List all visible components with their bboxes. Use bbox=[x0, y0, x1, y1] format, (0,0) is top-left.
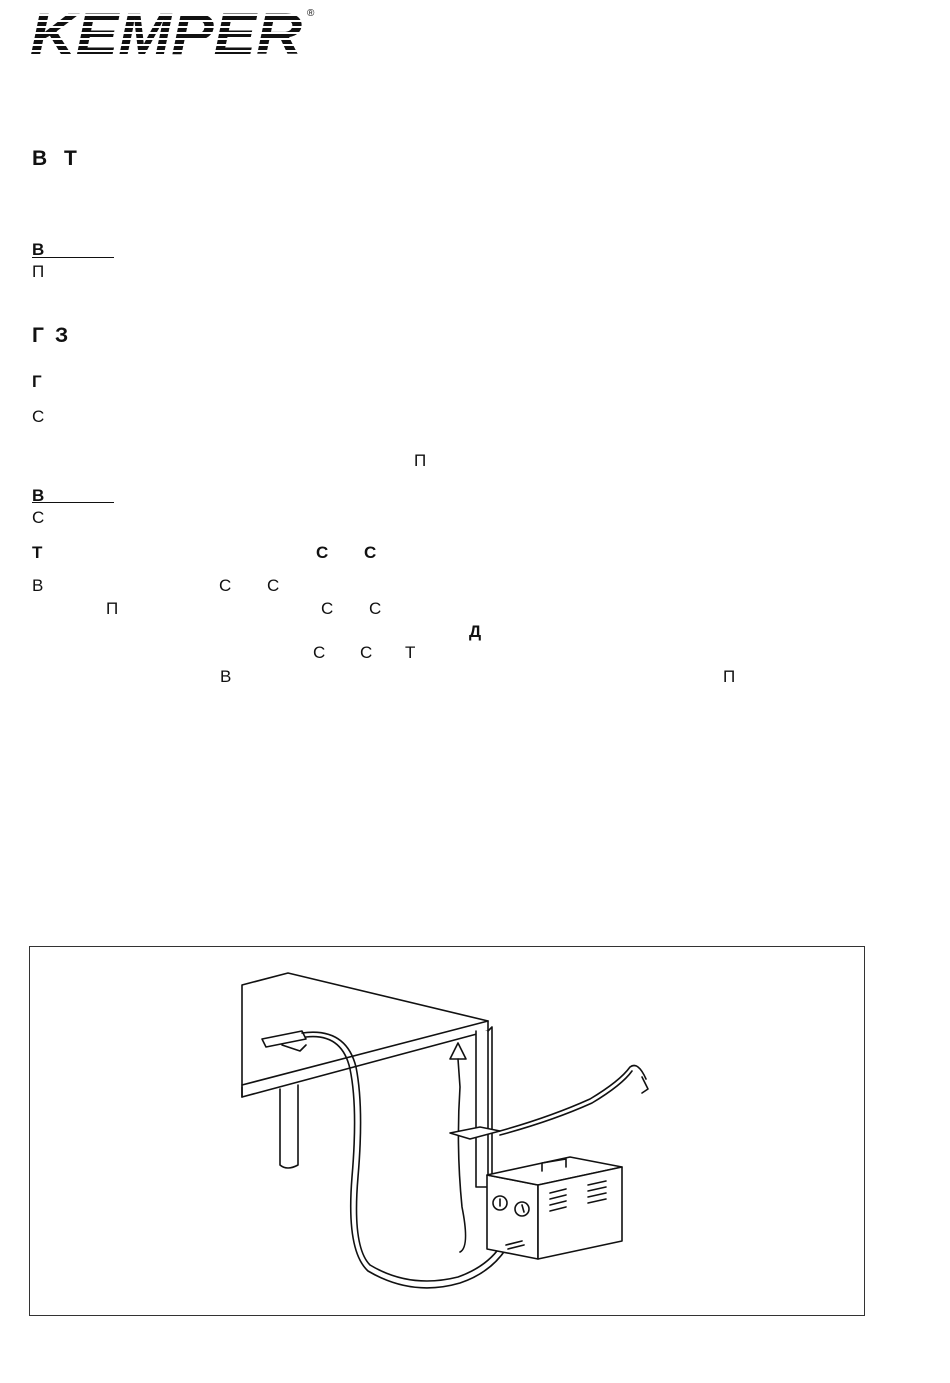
section-1-underline bbox=[32, 257, 114, 258]
para-4-a: С bbox=[313, 643, 326, 662]
section-2-line-2: П bbox=[414, 451, 427, 470]
section-2-sub-underline bbox=[32, 502, 114, 503]
bold-line-b: С bbox=[316, 543, 329, 562]
section-2-label: Г bbox=[32, 372, 42, 391]
welding-machine-icon bbox=[487, 1157, 622, 1259]
para-2-c: С bbox=[369, 599, 382, 618]
para-4-b: С bbox=[360, 643, 373, 662]
heading-1-b: Т bbox=[64, 147, 77, 170]
para-2-b: С bbox=[321, 599, 334, 618]
welding-setup-illustration bbox=[30, 947, 866, 1317]
section-2-sub-label: В bbox=[32, 486, 45, 505]
heading-2-b: З bbox=[55, 324, 69, 347]
section-1-line: П bbox=[32, 262, 45, 281]
figure-frame bbox=[29, 946, 865, 1316]
para-5-b: П bbox=[723, 667, 736, 686]
heading-1-a: В bbox=[32, 147, 48, 170]
para-3-a: Д bbox=[469, 622, 482, 641]
para-5-a: В bbox=[220, 667, 232, 686]
heading-2-a: Г bbox=[32, 324, 44, 347]
para-1-b: С bbox=[219, 576, 232, 595]
ground-clamp-icon bbox=[450, 1043, 466, 1059]
bold-line-c: С bbox=[364, 543, 377, 562]
section-2-sub-line: С bbox=[32, 508, 45, 527]
bold-line-a: Т bbox=[32, 543, 43, 562]
para-1-c: С bbox=[267, 576, 280, 595]
registered-mark: ® bbox=[307, 8, 315, 19]
kemper-logo-graphic bbox=[30, 8, 320, 60]
para-2-a: П bbox=[106, 599, 119, 618]
kemper-logo bbox=[30, 8, 320, 60]
section-1-label: В bbox=[32, 240, 45, 259]
para-4-c: Т bbox=[405, 643, 416, 662]
para-1-a: В bbox=[32, 576, 44, 595]
table-icon bbox=[242, 973, 492, 1187]
section-2-line-1: С bbox=[32, 407, 45, 426]
